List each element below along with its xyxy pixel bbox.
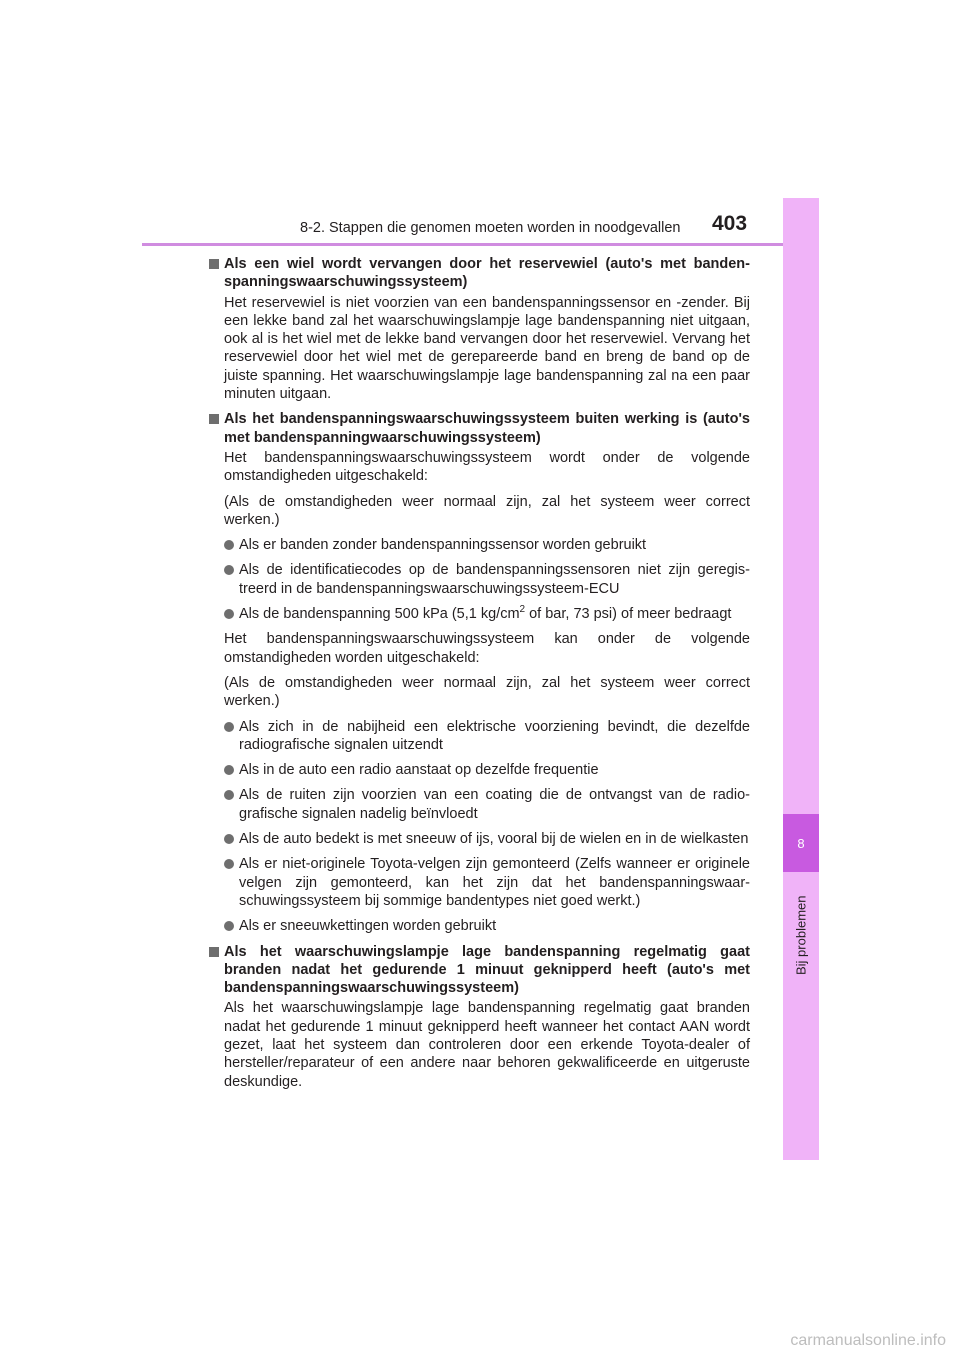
- list-item: Als er banden zonder bandenspanningssensor worden gebruikt: [209, 536, 750, 554]
- round-bullet-icon: [224, 921, 234, 931]
- section-heading-warning-lamp: [209, 943, 750, 998]
- paragraph: (Als de omstandigheden weer normaal zijn, zal het systeem weer correct werken.): [224, 674, 750, 710]
- page-content: [209, 255, 750, 1098]
- round-bullet-icon: [224, 859, 234, 869]
- chapter-side-tab: [783, 198, 819, 1160]
- list-item: Als er sneeuwkettingen worden gebruikt: [209, 917, 750, 935]
- round-bullet-icon: [224, 540, 234, 550]
- paragraph: Het bandenspanningswaarschuwingssysteem wordt onder de volgende omstandigheden uitgeschakeld:: [224, 449, 750, 485]
- section-heading-spare-wheel: [209, 255, 750, 292]
- list-item: Als de identificatiecodes op de bandenspanningssensoren niet zijn geregistreerd in de bandenspanningswaarschuwingssysteem-ECU: [209, 561, 750, 598]
- round-bullet-icon: [224, 765, 234, 775]
- watermark: carmanualsonline.info: [790, 1332, 946, 1349]
- section-header: 8-2. Stappen die genomen moeten worden in noodgevallen: [300, 220, 681, 236]
- list-item: Als in de auto een radio aanstaat op dezelfde frequentie: [209, 761, 750, 779]
- heading-text: Als het waarschuwingslampje lage bandenspanning regelmatig gaat branden nadat het gedurende 1 minuut geknipperd heeft (auto's met bandenspanningswaarschuwingssysteem): [224, 943, 750, 997]
- list-item: Als er niet-originele Toyota-velgen zijn gemonteerd (Zelfs wanneer er originele velgen zijn gemonteerd, kan het zijn dat het bandenspanningswaarschuwingssysteem bij sommige bandentypes niet goed werkt.): [209, 855, 750, 910]
- page-number: 403: [712, 212, 748, 235]
- paragraph: Het reservewiel is niet voorzien van een bandenspanningssensor en -zender. Bij een lekke band zal het waarschuwingslampje lage bandenspanning niet uitgaan, ook al is het wiel met de lekke band vervangen door het reservewiel. Vervang het reservewiel door het wiel met de gerepareerde band en breng de band op de juiste spanning. Het waarschuwingslampje lage bandenspanning zal na een paar minuten uitgaan.: [224, 294, 750, 403]
- list-item: Als de auto bedekt is met sneeuw of ijs, vooral bij de wielen en in de wielkasten: [209, 830, 750, 848]
- chapter-number: 8: [797, 835, 805, 851]
- section-heading-system-off: [209, 410, 750, 447]
- header-divider: [142, 243, 819, 246]
- chapter-number-tab[interactable]: [783, 814, 819, 872]
- chapter-label: Bij problemen: [793, 895, 809, 975]
- square-bullet-icon: [209, 259, 219, 269]
- round-bullet-icon: [224, 609, 234, 619]
- list-item: Als de ruiten zijn voorzien van een coating die de ontvangst van de radiografische signalen nadelig beïnvloedt: [209, 786, 750, 823]
- round-bullet-icon: [224, 834, 234, 844]
- round-bullet-icon: [224, 790, 234, 800]
- list-item: Als zich in de nabijheid een elektrische voorziening bevindt, die dezelfde radiografische signalen uitzendt: [209, 718, 750, 755]
- round-bullet-icon: [224, 722, 234, 732]
- paragraph: (Als de omstandigheden weer normaal zijn, zal het systeem weer correct werken.): [224, 493, 750, 528]
- square-bullet-icon: [209, 947, 219, 957]
- square-bullet-icon: [209, 414, 219, 424]
- heading-text: Als het bandenspanningswaarschuwingssysteem buiten werking is (auto's met bandenspanningwaarschuwingssysteem): [224, 411, 750, 446]
- round-bullet-icon: [224, 565, 234, 575]
- paragraph: Als het waarschuwingslampje lage bandenspanning regelmatig gaat branden nadat het gedurende 1 minuut geknipperd heeft wanneer het contact AAN wordt gezet, laat het systeem dan controleren door een erkende Toyota-dealer of hersteller/reparateur of een andere naar behoren gekwalificeerde en uitgeruste deskundige.: [224, 1000, 750, 1090]
- list-item: Als de bandenspanning 500 kPa (5,1 $kg/cm^2$ of bar, 73 psi) of meer bedraagt: [209, 605, 750, 623]
- paragraph: Het bandenspanningswaarschuwingssysteem kan onder de volgende omstandigheden worden uitgeschakeld:: [224, 631, 750, 666]
- heading-text: Als een wiel wordt vervangen door het reservewiel (auto's met bandenspanningswaarschuwingssysteem): [224, 256, 750, 291]
